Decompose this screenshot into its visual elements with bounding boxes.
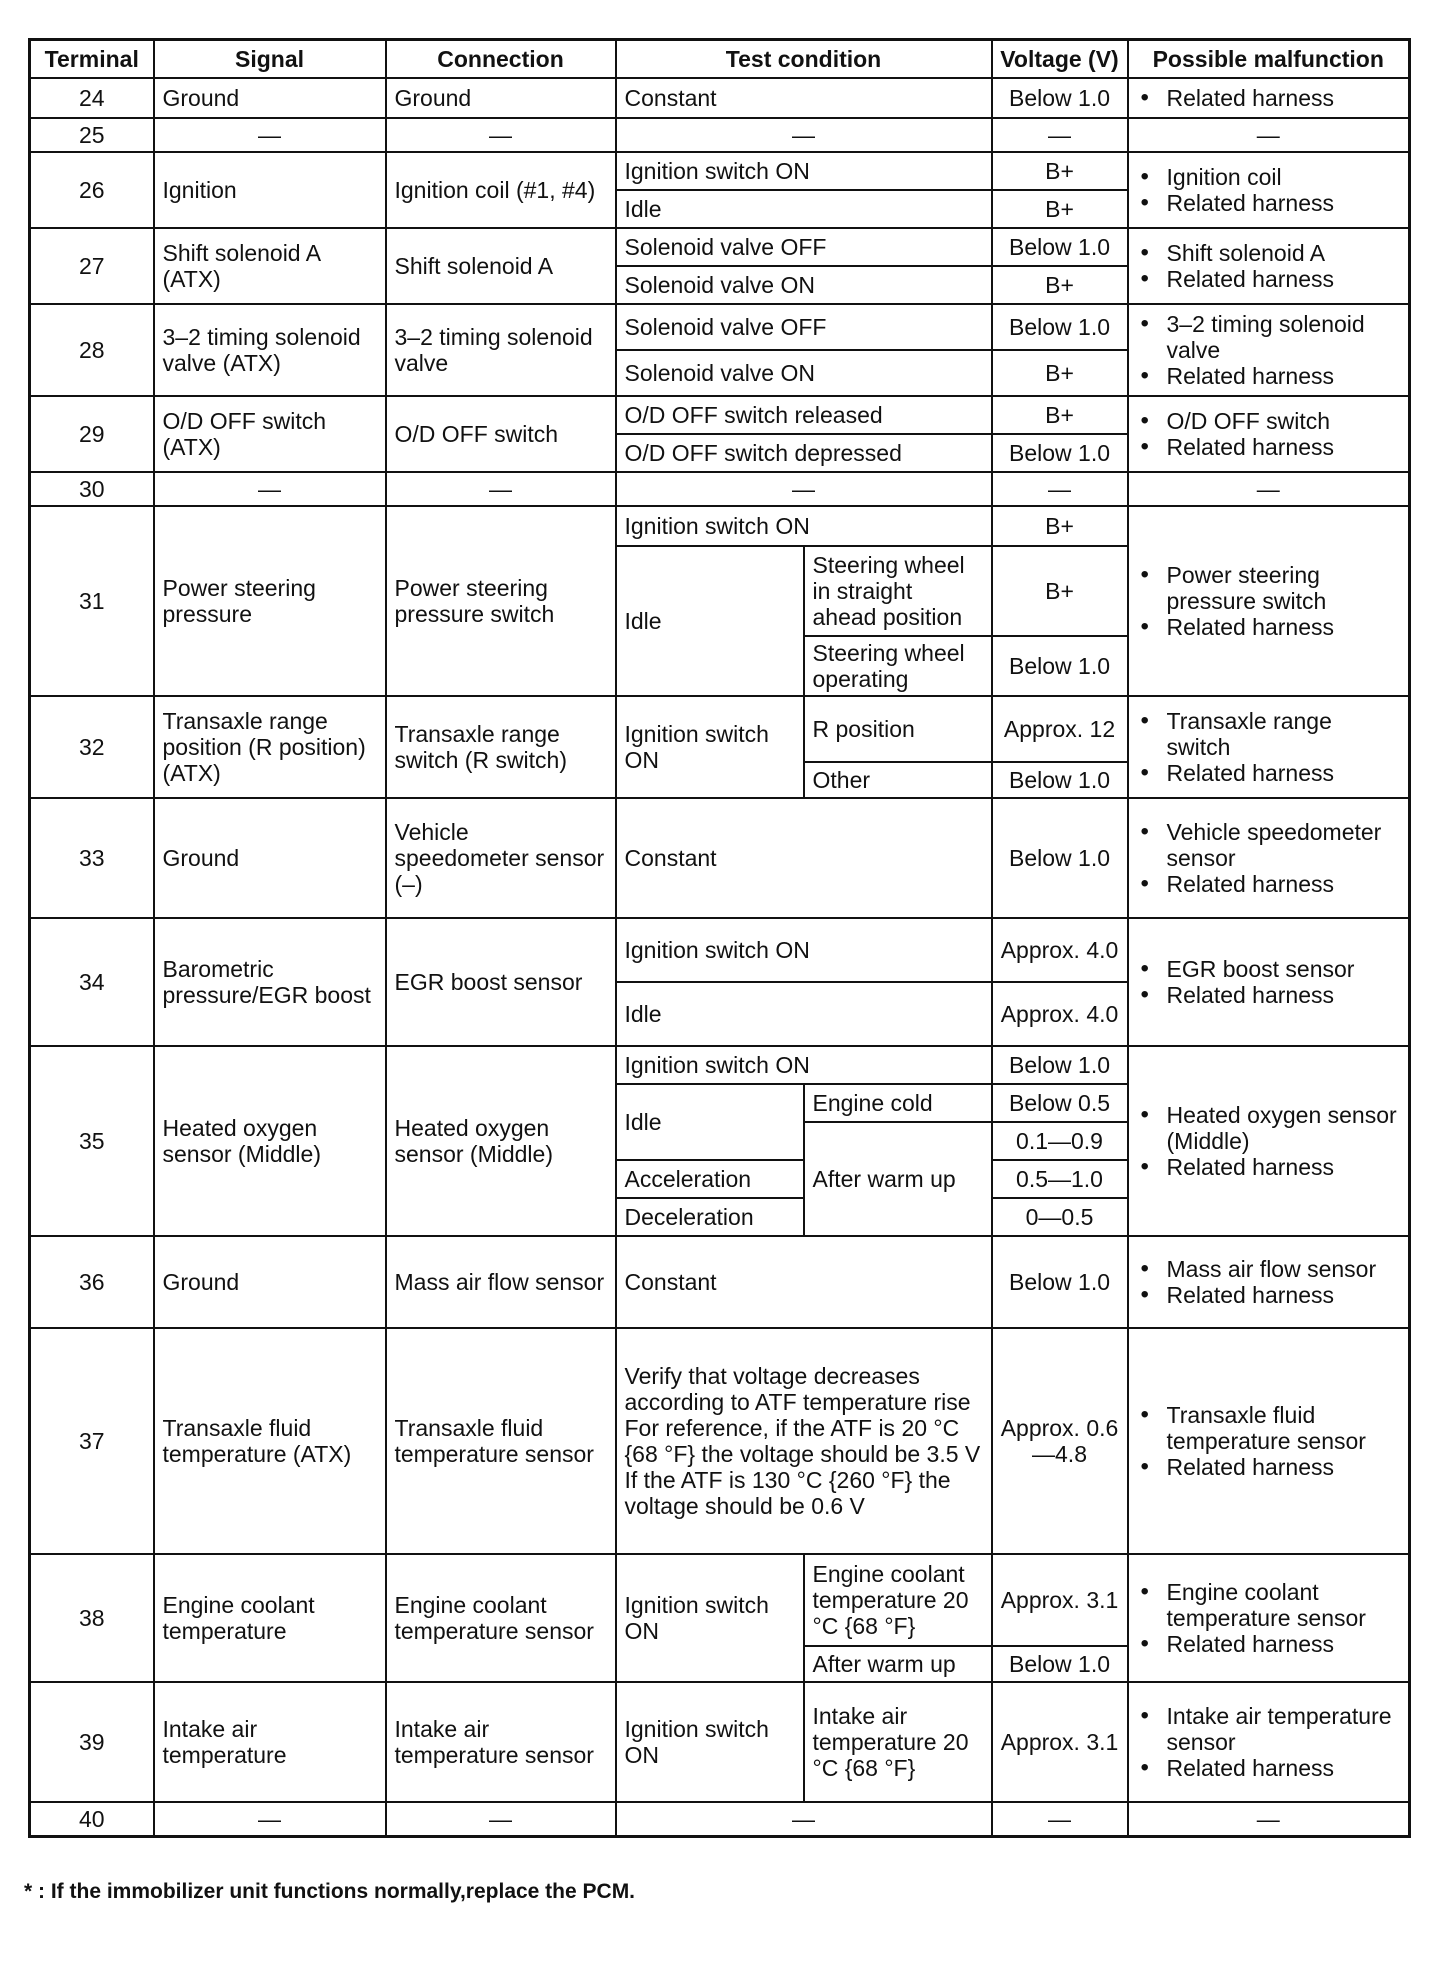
footnote: * : If the immobilizer unit functions normally,replace the PCM.	[24, 1880, 636, 1903]
dash-cell: —	[616, 1802, 992, 1837]
dash-cell: —	[1128, 1802, 1410, 1837]
connection-cell: O/D OFF switch	[386, 396, 616, 472]
malfunction-cell	[1128, 304, 1410, 396]
table-row	[30, 1802, 1410, 1837]
test-condition-cell: Constant	[616, 78, 992, 118]
header-test-condition: Test condition	[616, 40, 992, 79]
voltage-cell: 0—0.5	[992, 1198, 1128, 1236]
terminal-number: 25	[30, 118, 154, 152]
dash-cell: —	[992, 472, 1128, 506]
connection-cell: Transaxle fluid temperature sensor	[386, 1328, 616, 1554]
table-row	[30, 1554, 1410, 1646]
signal-cell: Engine coolant temperature	[154, 1554, 386, 1682]
connection-cell: Intake air temperature sensor	[386, 1682, 616, 1802]
malfunction-item: • Ignition coil	[1137, 164, 1401, 190]
malfunction-item: • Transaxle fluid temperature sensor	[1137, 1402, 1401, 1454]
terminal-number: 40	[30, 1802, 154, 1837]
voltage-cell: 0.5—1.0	[992, 1160, 1128, 1198]
voltage-cell: Below 1.0	[992, 228, 1128, 266]
malfunction-item: • Related harness	[1137, 760, 1401, 786]
test-condition-cell: Solenoid valve ON	[616, 266, 992, 304]
header-malfunction: Possible malfunction	[1128, 40, 1410, 79]
voltage-cell: B+	[992, 152, 1128, 190]
voltage-cell: Approx. 12	[992, 696, 1128, 762]
malfunction-item: • O/D OFF switch	[1137, 408, 1401, 434]
malfunction-cell	[1128, 152, 1410, 228]
terminal-number: 29	[30, 396, 154, 472]
voltage-cell: Below 1.0	[992, 304, 1128, 350]
terminal-number: 34	[30, 918, 154, 1046]
test-subcondition-cell: Other	[804, 762, 992, 798]
table-row	[30, 798, 1410, 918]
test-subcondition-cell: Engine cold	[804, 1084, 992, 1122]
voltage-cell: B+	[992, 506, 1128, 546]
voltage-cell: Below 1.0	[992, 434, 1128, 472]
malfunction-item: • Related harness	[1137, 363, 1401, 389]
malfunction-item: • Engine coolant temperature sensor	[1137, 1579, 1401, 1631]
test-condition-cell: Ignition switch ON	[616, 152, 992, 190]
voltage-cell: Approx. 4.0	[992, 918, 1128, 982]
malfunction-item: • Power steering pressure switch	[1137, 562, 1401, 614]
signal-cell: Ground	[154, 798, 386, 918]
malfunction-cell	[1128, 1554, 1410, 1682]
test-condition-cell: Idle	[616, 546, 804, 696]
voltage-cell: Approx. 4.0	[992, 982, 1128, 1046]
test-subcondition-cell: Intake air temperature 20 °C {68 °F}	[804, 1682, 992, 1802]
malfunction-item: • Intake air temperature sensor	[1137, 1703, 1401, 1755]
test-condition-cell: Ignition switch ON	[616, 696, 804, 798]
dash-cell: —	[386, 472, 616, 506]
header-voltage: Voltage (V)	[992, 40, 1128, 79]
test-condition-cell: Deceleration	[616, 1198, 804, 1236]
test-condition-cell: O/D OFF switch depressed	[616, 434, 992, 472]
dash-cell: —	[154, 118, 386, 152]
voltage-cell: Below 1.0	[992, 1646, 1128, 1682]
malfunction-item: • Related harness	[1137, 85, 1401, 111]
malfunction-item: • EGR boost sensor	[1137, 956, 1401, 982]
voltage-cell: B+	[992, 546, 1128, 636]
dash-cell: —	[154, 1802, 386, 1837]
connection-cell: Ground	[386, 78, 616, 118]
dash-cell: —	[1128, 472, 1410, 506]
terminal-number: 26	[30, 152, 154, 228]
dash-cell: —	[992, 118, 1128, 152]
malfunction-cell	[1128, 1236, 1410, 1328]
malfunction-item: • Related harness	[1137, 871, 1401, 897]
malfunction-cell	[1128, 1682, 1410, 1802]
terminal-number: 38	[30, 1554, 154, 1682]
connection-cell: Mass air flow sensor	[386, 1236, 616, 1328]
table-row	[30, 1682, 1410, 1802]
malfunction-cell	[1128, 228, 1410, 304]
terminal-number: 30	[30, 472, 154, 506]
signal-cell: Heated oxygen sensor (Middle)	[154, 1046, 386, 1236]
signal-cell: 3–2 timing solenoid valve (ATX)	[154, 304, 386, 396]
malfunction-cell	[1128, 798, 1410, 918]
test-subcondition-cell: After warm up	[804, 1122, 992, 1236]
malfunction-item: • Shift solenoid A	[1137, 240, 1401, 266]
terminal-number: 31	[30, 506, 154, 696]
connection-cell: Heated oxygen sensor (Middle)	[386, 1046, 616, 1236]
terminal-number: 24	[30, 78, 154, 118]
dash-cell: —	[386, 118, 616, 152]
connection-cell: Vehicle speedometer sensor (–)	[386, 798, 616, 918]
malfunction-item: • Related harness	[1137, 1454, 1401, 1480]
terminal-table-container	[28, 38, 1411, 1838]
voltage-cell: B+	[992, 190, 1128, 228]
malfunction-cell	[1128, 918, 1410, 1046]
malfunction-cell	[1128, 1046, 1410, 1236]
table-row	[30, 1236, 1410, 1328]
table-row	[30, 472, 1410, 506]
voltage-cell: Approx. 0.6—4.8	[992, 1328, 1128, 1554]
test-condition-cell: Solenoid valve ON	[616, 350, 992, 396]
malfunction-cell	[1128, 396, 1410, 472]
table-row	[30, 1328, 1410, 1554]
malfunction-item: • Mass air flow sensor	[1137, 1256, 1401, 1282]
terminal-number: 36	[30, 1236, 154, 1328]
voltage-cell: Below 1.0	[992, 1046, 1128, 1084]
malfunction-item: • Related harness	[1137, 434, 1401, 460]
malfunction-item: • Related harness	[1137, 1631, 1401, 1657]
signal-cell: Transaxle range position (R position) (ATX)	[154, 696, 386, 798]
terminal-number: 28	[30, 304, 154, 396]
malfunction-item: • Related harness	[1137, 982, 1401, 1008]
test-condition-cell: Idle	[616, 982, 992, 1046]
voltage-cell: B+	[992, 266, 1128, 304]
malfunction-cell	[1128, 78, 1410, 118]
table-row	[30, 118, 1410, 152]
malfunction-item: • Related harness	[1137, 1154, 1401, 1180]
connection-cell: 3–2 timing solenoid valve	[386, 304, 616, 396]
test-subcondition-cell: After warm up	[804, 1646, 992, 1682]
dash-cell: —	[992, 1802, 1128, 1837]
header-row	[30, 40, 1410, 79]
test-condition-cell: Idle	[616, 1084, 804, 1160]
connection-cell: Transaxle range switch (R switch)	[386, 696, 616, 798]
malfunction-cell	[1128, 1328, 1410, 1554]
malfunction-item: • Related harness	[1137, 266, 1401, 292]
test-condition-cell: Constant	[616, 798, 992, 918]
test-condition-cell: Ignition switch ON	[616, 918, 992, 982]
terminal-number: 37	[30, 1328, 154, 1554]
malfunction-item: • 3–2 timing solenoid valve	[1137, 311, 1401, 363]
connection-cell: Engine coolant temperature sensor	[386, 1554, 616, 1682]
terminal-number: 33	[30, 798, 154, 918]
signal-cell: O/D OFF switch (ATX)	[154, 396, 386, 472]
dash-cell: —	[386, 1802, 616, 1837]
table-row	[30, 506, 1410, 546]
voltage-cell: B+	[992, 350, 1128, 396]
test-condition-cell: Ignition switch ON	[616, 1682, 804, 1802]
test-condition-cell: Constant	[616, 1236, 992, 1328]
signal-cell: Ground	[154, 1236, 386, 1328]
signal-cell: Ground	[154, 78, 386, 118]
voltage-cell: 0.1—0.9	[992, 1122, 1128, 1160]
table-row	[30, 78, 1410, 118]
malfunction-item: • Related harness	[1137, 1755, 1401, 1781]
malfunction-item: • Transaxle range switch	[1137, 708, 1401, 760]
voltage-cell: Below 1.0	[992, 798, 1128, 918]
test-condition-cell: Solenoid valve OFF	[616, 304, 992, 350]
test-condition-cell: Ignition switch ON	[616, 1554, 804, 1682]
malfunction-item: • Related harness	[1137, 614, 1401, 640]
voltage-cell: B+	[992, 396, 1128, 434]
test-condition-cell: Ignition switch ON	[616, 1046, 992, 1084]
signal-cell: Barometric pressure/EGR boost	[154, 918, 386, 1046]
terminal-number: 35	[30, 1046, 154, 1236]
signal-cell: Intake air temperature	[154, 1682, 386, 1802]
test-condition-cell: O/D OFF switch released	[616, 396, 992, 434]
malfunction-item: • Vehicle speedometer sensor	[1137, 819, 1401, 871]
dash-cell: —	[154, 472, 386, 506]
test-subcondition-cell: R position	[804, 696, 992, 762]
terminal-number: 39	[30, 1682, 154, 1802]
malfunction-item: • Heated oxygen sensor (Middle)	[1137, 1102, 1401, 1154]
voltage-cell: Approx. 3.1	[992, 1554, 1128, 1646]
signal-cell: Ignition	[154, 152, 386, 228]
voltage-cell: Below 1.0	[992, 78, 1128, 118]
header-connection: Connection	[386, 40, 616, 79]
test-condition-cell: Ignition switch ON	[616, 506, 992, 546]
voltage-cell: Approx. 3.1	[992, 1682, 1128, 1802]
test-subcondition-cell: Engine coolant temperature 20 °C {68 °F}	[804, 1554, 992, 1646]
voltage-cell: Below 1.0	[992, 1236, 1128, 1328]
dash-cell: —	[616, 472, 992, 506]
signal-cell: Power steering pressure	[154, 506, 386, 696]
connection-cell: Power steering pressure switch	[386, 506, 616, 696]
test-condition-cell: Solenoid valve OFF	[616, 228, 992, 266]
connection-cell: Shift solenoid A	[386, 228, 616, 304]
pcm-terminal-voltage-table	[28, 38, 1411, 1838]
malfunction-cell	[1128, 506, 1410, 696]
voltage-cell: Below 1.0	[992, 762, 1128, 798]
test-subcondition-cell: Steering wheel operating	[804, 636, 992, 696]
voltage-cell: Below 0.5	[992, 1084, 1128, 1122]
table-row	[30, 696, 1410, 762]
test-subcondition-cell: Steering wheel in straight ahead position	[804, 546, 992, 636]
terminal-number: 32	[30, 696, 154, 798]
malfunction-item: • Related harness	[1137, 1282, 1401, 1308]
dash-cell: —	[1128, 118, 1410, 152]
terminal-number: 27	[30, 228, 154, 304]
table-row	[30, 228, 1410, 266]
table-row	[30, 918, 1410, 982]
test-condition-cell: Verify that voltage decreases according to ATF temperature rise For reference, if the ATF is 20 °C {68 °F} the voltage should be 3.5 V If the ATF is 130 °C {260 °F} the voltage should be 0.6 V	[616, 1328, 992, 1554]
malfunction-item: • Related harness	[1137, 190, 1401, 216]
malfunction-cell	[1128, 696, 1410, 798]
table-row	[30, 152, 1410, 190]
header-signal: Signal	[154, 40, 386, 79]
signal-cell: Shift solenoid A (ATX)	[154, 228, 386, 304]
table-row	[30, 396, 1410, 434]
header-terminal: Terminal	[30, 40, 154, 79]
signal-cell: Transaxle fluid temperature (ATX)	[154, 1328, 386, 1554]
test-condition-cell: Acceleration	[616, 1160, 804, 1198]
voltage-cell: Below 1.0	[992, 636, 1128, 696]
table-row	[30, 304, 1410, 350]
connection-cell: EGR boost sensor	[386, 918, 616, 1046]
table-row	[30, 1046, 1410, 1084]
connection-cell: Ignition coil (#1, #4)	[386, 152, 616, 228]
test-condition-cell: Idle	[616, 190, 992, 228]
dash-cell: —	[616, 118, 992, 152]
